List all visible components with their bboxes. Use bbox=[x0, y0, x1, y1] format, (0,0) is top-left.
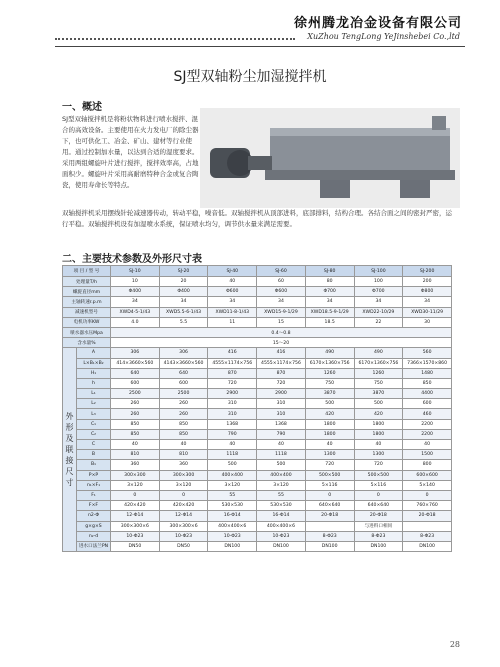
table-cell: 15 bbox=[257, 317, 306, 327]
table-cell: 1260 bbox=[305, 368, 354, 378]
table-cell: 640×640 bbox=[354, 501, 403, 511]
table-cell bbox=[403, 521, 452, 531]
table-cell: 6170×1360×756 bbox=[305, 358, 354, 368]
table-cell: Φ600 bbox=[257, 287, 306, 297]
table-cell: 810 bbox=[159, 450, 208, 460]
table-cell: 850 bbox=[159, 429, 208, 439]
page-number: 28 bbox=[449, 640, 460, 649]
model-header-cell: SJ-20 bbox=[159, 266, 208, 277]
row-label: 含水量% bbox=[63, 338, 111, 348]
table-cell: 20-Φ18 bbox=[305, 511, 354, 521]
table-row bbox=[63, 338, 452, 348]
table-cell: 400×400 bbox=[208, 470, 257, 480]
table-cell: 720 bbox=[208, 378, 257, 388]
table-cell: 360 bbox=[159, 460, 208, 470]
table-row bbox=[63, 327, 452, 337]
table-cell: 1260 bbox=[354, 368, 403, 378]
table-row bbox=[63, 287, 452, 297]
mixer-photo bbox=[200, 108, 460, 208]
table-cell: 260 bbox=[159, 399, 208, 409]
table-cell: 10-Φ23 bbox=[159, 531, 208, 541]
table-cell: 600 bbox=[159, 378, 208, 388]
table-cell: 34 bbox=[111, 297, 160, 307]
table-cell: 750 bbox=[354, 378, 403, 388]
row-label: n₁×F₁ bbox=[77, 480, 111, 490]
table-cell: 5×116 bbox=[354, 480, 403, 490]
corner-label-top: 型 号 bbox=[88, 269, 100, 274]
table-cell: XWD5.5-6-1/43 bbox=[159, 307, 208, 317]
row-label: C bbox=[77, 440, 111, 450]
model-header-cell: SJ-60 bbox=[257, 266, 306, 277]
table-cell: 300×300 bbox=[111, 470, 160, 480]
table-cell: 16-Φ14 bbox=[257, 511, 306, 521]
table-cell: 2500 bbox=[159, 389, 208, 399]
table-row bbox=[63, 531, 452, 541]
row-span-value: 15～20 bbox=[111, 338, 452, 348]
table-cell: 310 bbox=[257, 399, 306, 409]
table-cell: 34 bbox=[208, 297, 257, 307]
row-label: 进水口法兰PN bbox=[77, 541, 111, 551]
table-cell: 3×120 bbox=[159, 480, 208, 490]
table-cell: XWD11-8-1/43 bbox=[208, 307, 257, 317]
table-cell: 40 bbox=[159, 440, 208, 450]
table-cell: 7366×1570×860 bbox=[403, 358, 452, 368]
table-cell: 5×140 bbox=[403, 480, 452, 490]
row-label: H₁ bbox=[77, 368, 111, 378]
table-cell: 80 bbox=[305, 277, 354, 287]
table-cell: 40 bbox=[403, 440, 452, 450]
table-cell: 与进料口相同 bbox=[354, 521, 403, 531]
table-cell: 0 bbox=[403, 490, 452, 500]
table-cell: 300×300 bbox=[159, 470, 208, 480]
table-cell: 16-Φ14 bbox=[208, 511, 257, 521]
table-cell: 400×400×6 bbox=[257, 521, 306, 531]
table-row bbox=[63, 541, 452, 551]
model-header-cell: SJ-100 bbox=[354, 266, 403, 277]
model-header-cell: SJ-200 bbox=[403, 266, 452, 277]
table-cell: Φ400 bbox=[159, 287, 208, 297]
row-label: F×F bbox=[77, 501, 111, 511]
table-cell: Φ700 bbox=[354, 287, 403, 297]
table-cell: 40 bbox=[354, 440, 403, 450]
table-cell: 4555×1174×756 bbox=[257, 358, 306, 368]
table-cell: 2500 bbox=[111, 389, 160, 399]
row-label: C₂ bbox=[77, 429, 111, 439]
table-cell: 640 bbox=[159, 368, 208, 378]
table-row bbox=[63, 450, 452, 460]
table-cell: 416 bbox=[208, 348, 257, 358]
row-label: A bbox=[77, 348, 111, 358]
table-cell: 40 bbox=[111, 440, 160, 450]
table-cell: 8-Φ23 bbox=[403, 531, 452, 541]
table-cell: 4.0 bbox=[111, 317, 160, 327]
row-label: B₁ bbox=[77, 460, 111, 470]
table-cell: 870 bbox=[208, 368, 257, 378]
table-cell: 800 bbox=[403, 460, 452, 470]
table-cell: 360 bbox=[111, 460, 160, 470]
table-cell: 34 bbox=[305, 297, 354, 307]
table-cell: 1368 bbox=[257, 419, 306, 429]
table-cell: Φ400 bbox=[111, 287, 160, 297]
row-label: F₁ bbox=[77, 490, 111, 500]
table-cell: 34 bbox=[354, 297, 403, 307]
table-cell: 500 bbox=[354, 399, 403, 409]
table-corner-cell: 项 目 / 型 号 bbox=[63, 266, 111, 277]
table-row bbox=[63, 378, 452, 388]
table-cell: 1300 bbox=[354, 450, 403, 460]
table-cell: 1480 bbox=[403, 368, 452, 378]
table-cell: 60 bbox=[257, 277, 306, 287]
company-name-cn: 徐州腾龙冶金设备有限公司 bbox=[293, 16, 462, 31]
table-cell: 420 bbox=[354, 409, 403, 419]
table-cell: 34 bbox=[257, 297, 306, 307]
table-cell: XWD18.5-9-1/29 bbox=[305, 307, 354, 317]
table-cell: 40 bbox=[208, 440, 257, 450]
table-row bbox=[63, 358, 452, 368]
table-cell: 20-Φ18 bbox=[403, 511, 452, 521]
product-title: SJ型双轴粉尘加湿搅拌机 bbox=[173, 69, 327, 85]
table-cell: 850 bbox=[159, 419, 208, 429]
table-cell: 3×120 bbox=[257, 480, 306, 490]
table-cell: 850 bbox=[403, 378, 452, 388]
dotted-rule bbox=[55, 38, 295, 40]
table-cell: 0 bbox=[111, 490, 160, 500]
table-cell: 490 bbox=[305, 348, 354, 358]
overview-paragraph-2: 双轴搅拌机采用摆线针轮减速器传动，转动平稳，噪音低。双轴搅拌机从顶部进料，底部排料，结构合理。各结合面之间的密封严密，运行平稳。双轴搅拌机设有加湿喷水系统，保证喷水均匀，调节供水量来满足需要。 bbox=[62, 209, 452, 228]
table-cell: DN100 bbox=[305, 541, 354, 551]
row-label: B bbox=[77, 450, 111, 460]
section-heading-overview: 一、概述 bbox=[62, 102, 102, 113]
table-cell: 850 bbox=[111, 429, 160, 439]
row-span-value: 0.4～0.8 bbox=[111, 327, 452, 337]
table-cell: 6170×1360×756 bbox=[354, 358, 403, 368]
table-cell: 8-Φ23 bbox=[354, 531, 403, 541]
table-cell: 790 bbox=[257, 429, 306, 439]
table-row bbox=[63, 368, 452, 378]
table-cell: 300×300×6 bbox=[111, 521, 160, 531]
table-cell: 416 bbox=[257, 348, 306, 358]
corner-label-bottom: 项 目 bbox=[73, 269, 85, 274]
table-row bbox=[63, 317, 452, 327]
table-row bbox=[63, 501, 452, 511]
table-cell: 3870 bbox=[354, 389, 403, 399]
table-cell: 1118 bbox=[257, 450, 306, 460]
table-cell: 460 bbox=[403, 409, 452, 419]
table-cell: 400×400 bbox=[257, 470, 306, 480]
table-cell: 810 bbox=[111, 450, 160, 460]
table-cell: 600 bbox=[403, 399, 452, 409]
table-cell: 490 bbox=[354, 348, 403, 358]
page-header bbox=[0, 0, 500, 60]
table-cell: 1118 bbox=[208, 450, 257, 460]
table-cell: 20-Φ18 bbox=[354, 511, 403, 521]
table-cell: 260 bbox=[111, 399, 160, 409]
row-label: L₁ bbox=[77, 389, 111, 399]
table-cell: 500 bbox=[208, 460, 257, 470]
table-cell: 11 bbox=[208, 317, 257, 327]
row-label: C₁ bbox=[77, 419, 111, 429]
table-cell: 40 bbox=[305, 440, 354, 450]
table-cell: 8-Φ23 bbox=[305, 531, 354, 541]
table-cell: 400×400×6 bbox=[208, 521, 257, 531]
table-cell: 40 bbox=[257, 440, 306, 450]
row-label: n₂-d bbox=[77, 531, 111, 541]
table-cell: 4555×1174×756 bbox=[208, 358, 257, 368]
table-cell: 10-Φ23 bbox=[208, 531, 257, 541]
table-cell: 530×530 bbox=[208, 501, 257, 511]
row-label: h bbox=[77, 378, 111, 388]
row-label: L₃ bbox=[77, 409, 111, 419]
header-rule bbox=[55, 46, 465, 47]
table-cell: 3×120 bbox=[111, 480, 160, 490]
table-row bbox=[63, 419, 452, 429]
table-cell: 34 bbox=[159, 297, 208, 307]
table-cell: 3870 bbox=[305, 389, 354, 399]
table-row bbox=[63, 389, 452, 399]
table-cell: 34 bbox=[403, 297, 452, 307]
table-cell: 720 bbox=[354, 460, 403, 470]
table-cell: 720 bbox=[257, 378, 306, 388]
table-row bbox=[63, 511, 452, 521]
table-cell: 500×500 bbox=[305, 470, 354, 480]
table-cell: 0 bbox=[159, 490, 208, 500]
table-cell: 2900 bbox=[257, 389, 306, 399]
table-row bbox=[63, 480, 452, 490]
row-label: 减速机型号 bbox=[63, 307, 111, 317]
row-label: 电机功率KW bbox=[63, 317, 111, 327]
row-label: 处理量T/h bbox=[63, 277, 111, 287]
table-cell: 600×600 bbox=[403, 470, 452, 480]
table-row bbox=[63, 297, 452, 307]
table-cell: 0 bbox=[305, 490, 354, 500]
table-cell: 55 bbox=[257, 490, 306, 500]
table-cell: 420×420 bbox=[111, 501, 160, 511]
section-heading-specs: 二、主要技术参数及外形尺寸表 bbox=[62, 254, 202, 265]
table-cell: 1368 bbox=[208, 419, 257, 429]
table-cell: 5.5 bbox=[159, 317, 208, 327]
table-cell: 1800 bbox=[354, 429, 403, 439]
table-cell: 4400 bbox=[403, 389, 452, 399]
table-cell: 310 bbox=[208, 409, 257, 419]
table-header-row bbox=[63, 266, 452, 277]
table-cell: 2200 bbox=[403, 429, 452, 439]
table-cell: 870 bbox=[257, 368, 306, 378]
row-label: n2-Φ bbox=[77, 511, 111, 521]
table-row bbox=[63, 470, 452, 480]
table-cell: 1500 bbox=[403, 450, 452, 460]
table-cell: Φ800 bbox=[403, 287, 452, 297]
table-cell: DN50 bbox=[159, 541, 208, 551]
table-cell: XWD15-9-1/29 bbox=[257, 307, 306, 317]
table-cell: 310 bbox=[257, 409, 306, 419]
mixer-illustration bbox=[200, 108, 460, 208]
table-cell: 2900 bbox=[208, 389, 257, 399]
table-cell: 0 bbox=[354, 490, 403, 500]
table-cell: 1300 bbox=[305, 450, 354, 460]
table-cell bbox=[305, 521, 354, 531]
row-label: g×g×S bbox=[77, 521, 111, 531]
row-label: L₂ bbox=[77, 399, 111, 409]
table-cell: Φ600 bbox=[208, 287, 257, 297]
table-cell: 10-Φ23 bbox=[111, 531, 160, 541]
table-cell: 12-Φ14 bbox=[159, 511, 208, 521]
spec-table-wrapper bbox=[62, 265, 452, 620]
table-cell: 530×530 bbox=[257, 501, 306, 511]
table-cell: DN100 bbox=[257, 541, 306, 551]
model-header-cell: SJ-40 bbox=[208, 266, 257, 277]
table-cell: 790 bbox=[208, 429, 257, 439]
table-cell: 18.5 bbox=[305, 317, 354, 327]
table-cell: 600 bbox=[111, 378, 160, 388]
table-cell: 640×640 bbox=[305, 501, 354, 511]
table-cell: 3×120 bbox=[208, 480, 257, 490]
table-cell: 4143×3660×560 bbox=[159, 358, 208, 368]
model-header-cell: SJ-10 bbox=[111, 266, 160, 277]
table-row bbox=[63, 521, 452, 531]
table-cell: 500 bbox=[257, 460, 306, 470]
table-cell: 260 bbox=[111, 409, 160, 419]
table-row bbox=[63, 460, 452, 470]
table-cell: 420 bbox=[305, 409, 354, 419]
overview-paragraph: SJ型双轴搅拌机是将粉状物料进行喷水搅拌、混合的高效设备。主要使用在火力发电厂的除尘器下，也可供化工、冶金、矿山、建材等行业使用。通过控制加水量，以达到合适的湿度要求。采用两组螺旋叶片进行搅拌，搅拌效率高，占地面积少。螺旋叶片采用高耐磨特种合金或复合陶瓷，使用寿命长等特点。 bbox=[62, 115, 199, 189]
table-cell: DN100 bbox=[403, 541, 452, 551]
table-cell: 720 bbox=[305, 460, 354, 470]
table-row bbox=[63, 440, 452, 450]
table-cell: 40 bbox=[208, 277, 257, 287]
row-label: L×B₁×B₂ bbox=[77, 358, 111, 368]
row-label: 主轴转速r.p.m bbox=[63, 297, 111, 307]
company-name-en: XuZhou TengLong YeJinshebei Co.,ltd bbox=[307, 32, 460, 41]
table-cell: XWD4-5-1/43 bbox=[111, 307, 160, 317]
table-row bbox=[63, 409, 452, 419]
table-row bbox=[63, 429, 452, 439]
table-row bbox=[63, 277, 452, 287]
table-cell: 200 bbox=[403, 277, 452, 287]
table-cell: 22 bbox=[354, 317, 403, 327]
table-cell: 300×300×6 bbox=[159, 521, 208, 531]
row-label: P×P bbox=[77, 470, 111, 480]
table-cell: 1800 bbox=[354, 419, 403, 429]
table-cell: XWD30-11/29 bbox=[403, 307, 452, 317]
table-cell: 500×500 bbox=[354, 470, 403, 480]
table-row bbox=[63, 399, 452, 409]
table-cell: 310 bbox=[208, 399, 257, 409]
table-cell: XWD22-10/29 bbox=[354, 307, 403, 317]
table-cell: 306 bbox=[159, 348, 208, 358]
table-cell: DN100 bbox=[354, 541, 403, 551]
table-row bbox=[63, 490, 452, 500]
table-cell: 1800 bbox=[305, 419, 354, 429]
table-cell: DN100 bbox=[208, 541, 257, 551]
dimension-group-label: 外形及联接尺寸 bbox=[63, 348, 77, 552]
table-cell: 2200 bbox=[403, 419, 452, 429]
row-label: 螺旋直径mm bbox=[63, 287, 111, 297]
table-cell: DN50 bbox=[111, 541, 160, 551]
table-cell: 5×116 bbox=[305, 480, 354, 490]
table-cell: 10-Φ23 bbox=[257, 531, 306, 541]
table-cell: 30 bbox=[403, 317, 452, 327]
table-cell: 500 bbox=[305, 399, 354, 409]
table-cell: 100 bbox=[354, 277, 403, 287]
model-header-cell: SJ-80 bbox=[305, 266, 354, 277]
table-cell: Φ700 bbox=[305, 287, 354, 297]
table-cell: 760×760 bbox=[403, 501, 452, 511]
spec-table bbox=[62, 265, 452, 552]
table-cell: 420×420 bbox=[159, 501, 208, 511]
table-cell: 260 bbox=[159, 409, 208, 419]
table-row bbox=[63, 348, 452, 358]
table-cell: 750 bbox=[305, 378, 354, 388]
table-cell: 306 bbox=[111, 348, 160, 358]
table-cell: 20 bbox=[159, 277, 208, 287]
table-cell: 1800 bbox=[305, 429, 354, 439]
row-label: 喷水器水压Mpa bbox=[63, 327, 111, 337]
table-cell: 12-Φ14 bbox=[111, 511, 160, 521]
table-cell: 850 bbox=[111, 419, 160, 429]
table-cell: 560 bbox=[403, 348, 452, 358]
table-cell: 414×3660×560 bbox=[111, 358, 160, 368]
table-cell: 55 bbox=[208, 490, 257, 500]
table-cell: 640 bbox=[111, 368, 160, 378]
table-row bbox=[63, 307, 452, 317]
table-cell: 10 bbox=[111, 277, 160, 287]
